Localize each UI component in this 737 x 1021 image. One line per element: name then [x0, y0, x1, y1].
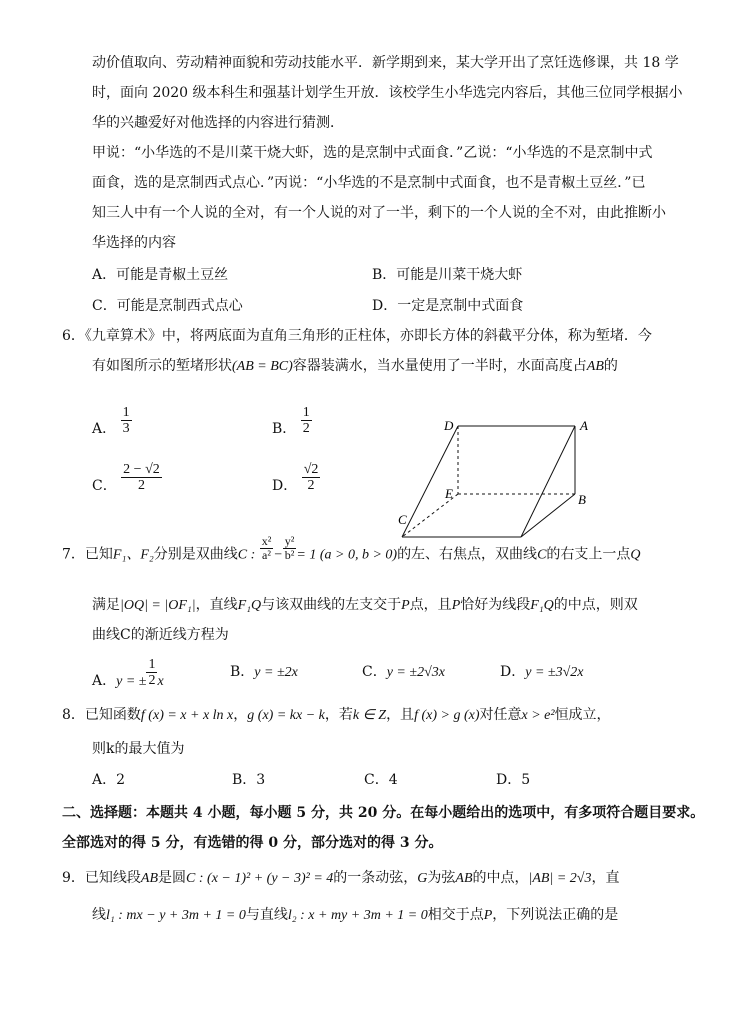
math: P	[401, 598, 410, 613]
text: 是圆	[158, 870, 187, 886]
q8-option-d: D．5	[496, 772, 531, 788]
question-8-line1	[62, 708, 611, 723]
math: l₂ : x + my + 3m + 1 = 0	[287, 908, 428, 923]
text: 的中点，则双	[553, 597, 638, 613]
vertex-b-label: B	[578, 492, 586, 507]
denominator: b²	[284, 548, 295, 563]
text: 恰好为线段	[460, 597, 531, 613]
q8-option-a: A．2	[92, 772, 126, 788]
fraction	[301, 405, 312, 437]
math: y = ±	[116, 673, 147, 689]
numerator: 1	[302, 405, 310, 420]
q7-option-d	[500, 665, 583, 680]
q7-option-c	[362, 665, 445, 680]
text: 对任意	[479, 707, 522, 723]
denominator: 2	[302, 421, 310, 437]
q7-option-b	[230, 665, 298, 680]
question-8-line2: 则k的最大值为	[92, 741, 185, 757]
q6-option-d	[272, 462, 320, 502]
prism-figure	[390, 412, 600, 544]
option-label: C．	[92, 477, 117, 494]
paragraph-line: 华选择的内容	[92, 235, 176, 251]
option-label: A．	[92, 420, 117, 437]
math: C : (x − 1)² + (y − 3)² = 4	[186, 871, 334, 886]
numerator: x²	[261, 534, 272, 548]
paragraph-line: 面食，选的是烹制西式点心．”丙说：“小华选的不是烹制中式面食，也不是青椒土豆丝．”已	[92, 175, 646, 191]
vertex-e-label: E	[445, 486, 453, 501]
option-b: B．可能是川菜干烧大虾	[372, 267, 523, 283]
math: y = ±2√3x	[386, 665, 445, 680]
question-9-line1	[62, 871, 619, 886]
text: ，若	[324, 707, 353, 723]
text: 线	[92, 907, 106, 923]
text: 9．已知线段	[62, 870, 141, 886]
math: C	[537, 547, 547, 563]
denominator: 2	[137, 478, 145, 494]
paragraph-line: 甲说：“小华选的不是川菜干烧大虾，选的是烹制中式面食．”乙说：“小华选的不是烹制中式	[92, 145, 653, 161]
question-6-line1: 6．《九章算术》中，将两底面为直角三角形的正柱体，亦即长方体的斜截平分体，称为堑堵．今	[62, 328, 652, 344]
math: F₁Q	[530, 598, 554, 613]
question-7-line2	[92, 598, 638, 613]
text: ，直	[591, 870, 620, 886]
numerator: √2	[303, 462, 319, 477]
denominator: 2	[307, 478, 315, 494]
text: 相交于点	[427, 907, 484, 923]
question-6-line2	[92, 359, 618, 374]
math: C :	[237, 547, 256, 563]
question-9-line2	[92, 908, 618, 923]
paragraph-line: 华的兴趣爱好对他选择的内容进行猜测．	[92, 115, 344, 131]
text: 分别是双曲线	[153, 546, 238, 563]
math: x > e²	[521, 708, 555, 723]
option-label: B．	[272, 420, 297, 437]
vertex-c-label: C	[398, 512, 407, 527]
math: f (x) = x + x ln x	[140, 708, 234, 723]
fraction	[302, 462, 321, 494]
math: Q	[630, 547, 641, 563]
section-2-heading: 二、选择题：本题共 4 小题，每小题 5 分，共 20 分。在每小题给出的选项中，有多项符合题目要求。	[62, 805, 705, 821]
q8-option-c: C．4	[364, 772, 398, 788]
text: ，下列说法正确的是	[492, 907, 619, 923]
math: AB	[140, 871, 159, 886]
math: F₁Q	[237, 598, 262, 613]
denominator: 3	[122, 421, 130, 437]
paragraph-line: 知三人中有一个人说的全对，有一个人说的对了一半，剩下的一个人说的全不对，由此推断小	[92, 205, 666, 221]
math: G	[417, 871, 428, 886]
numerator: 1	[122, 405, 130, 420]
text: 恒成立，	[554, 707, 611, 723]
fraction	[260, 535, 274, 562]
q7-option-a	[92, 657, 164, 697]
math: g (x) = kx − k	[247, 708, 325, 723]
option-label: C．	[362, 664, 387, 680]
fraction	[146, 657, 157, 689]
option-label: D．	[272, 477, 298, 494]
denominator: 2	[148, 673, 156, 689]
question-7-line3: 曲线C的渐近线方程为	[92, 627, 229, 643]
q6-option-b	[272, 405, 312, 445]
math: P	[483, 908, 493, 923]
option-a: A．可能是青椒土豆丝	[92, 267, 229, 283]
q8-option-b: B．3	[232, 772, 266, 788]
math: k ∈ Z	[352, 708, 387, 723]
math: = 1 (a > 0, b > 0)	[296, 547, 398, 563]
math: x	[157, 673, 164, 689]
option-label: B．	[230, 664, 255, 680]
math: y = ±2x	[254, 665, 298, 680]
math: F₁、F₂	[112, 547, 154, 563]
question-7-line1	[62, 534, 641, 568]
text: 的右支上一点	[546, 546, 631, 563]
q6-option-c	[92, 462, 162, 502]
paragraph-line: 动价值取向、劳动精神面貌和劳动技能水平．新学期到来，某大学开出了烹饪选修课，共 18 学	[92, 55, 679, 71]
text: 7．已知	[62, 546, 113, 563]
text: ，且	[386, 707, 415, 723]
numerator: 1	[148, 657, 156, 672]
section-2-heading-cont: 全部选对的得 5 分，有选错的得 0 分，部分选对的得 3 分。	[62, 835, 443, 851]
option-d: D．一定是烹制中式面食	[372, 298, 524, 314]
fraction	[121, 462, 162, 494]
option-label: D．	[500, 664, 526, 680]
math: |OQ| = |OF₁|	[120, 598, 196, 613]
math: P	[451, 598, 461, 613]
math: y = ±3√2x	[525, 665, 584, 680]
numerator: y²	[284, 534, 295, 548]
text: ，直线	[195, 597, 238, 613]
text: 有如图所示的堑堵形状	[92, 358, 232, 374]
math: f (x) > g (x)	[414, 708, 480, 723]
text: 的一条动弦，	[333, 870, 418, 886]
vertex-a-label: A	[580, 418, 588, 433]
vertex-d-label: D	[444, 418, 454, 433]
fraction	[283, 535, 297, 562]
math: |AB| = 2√3	[528, 871, 592, 886]
text: 容器装满水，当水量使用了一半时，水面高度占	[292, 358, 587, 374]
text: 点，且	[409, 597, 452, 613]
text: 与直线	[245, 907, 288, 923]
text: 满足	[92, 597, 120, 613]
math: AB	[586, 359, 604, 374]
option-label: A．	[92, 672, 117, 689]
math: (AB = BC)	[232, 359, 293, 374]
numerator: 2 − √2	[123, 462, 160, 477]
fraction	[121, 405, 132, 437]
text: 的中点，	[472, 870, 529, 886]
text: 的	[603, 358, 618, 374]
text: ，	[233, 707, 248, 723]
paragraph-line: 时，面向 2020 级本科生和强基计划学生开放．该校学生小华选完内容后，其他三位同学根据小	[92, 85, 683, 101]
q6-option-a	[92, 405, 132, 445]
math: −	[273, 547, 283, 563]
denominator: a²	[262, 548, 271, 563]
math: AB	[455, 871, 473, 886]
text: 与该双曲线的左支交于	[261, 597, 402, 613]
math: l₁ : mx − y + 3m + 1 = 0	[106, 908, 246, 923]
text: 的左、右焦点，双曲线	[397, 546, 538, 563]
option-c: C．可能是烹制西式点心	[92, 298, 243, 314]
text: 为弦	[427, 870, 456, 886]
text: 8．已知函数	[62, 707, 141, 723]
